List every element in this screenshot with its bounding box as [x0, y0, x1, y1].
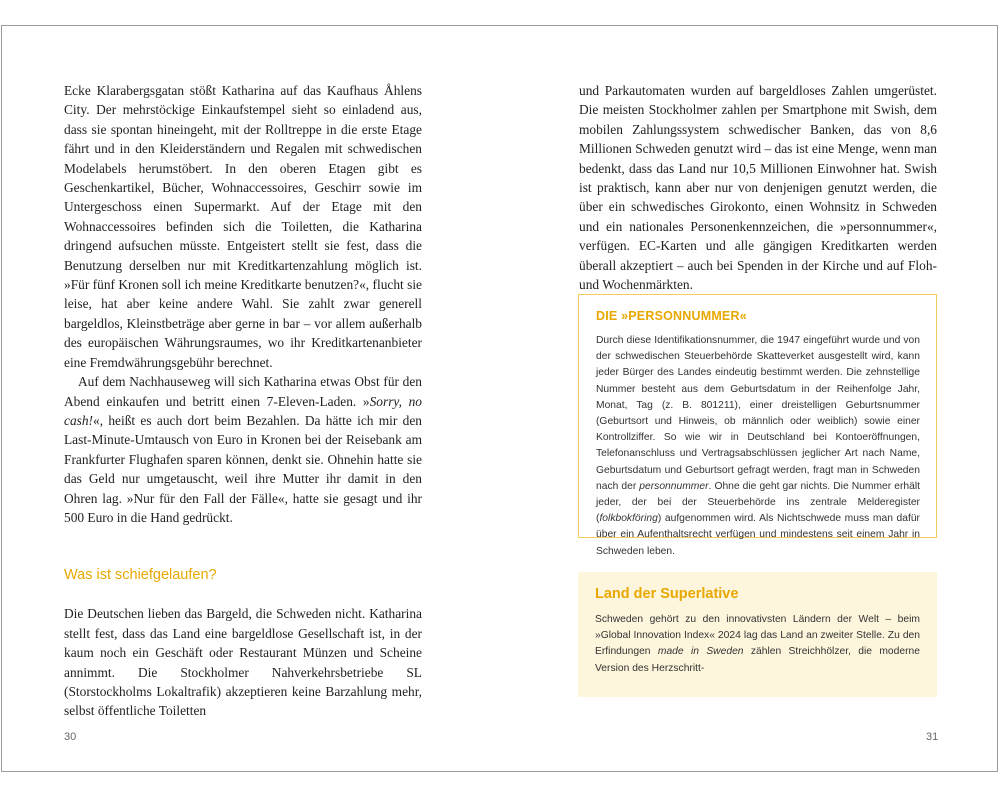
- body-paragraph: und Parkautomaten wurden auf bargeldloses Zahlen umgerüstet. Die meisten Stockholmer zahlen per Smartphone mit Swish, dem mobilen Zahlungssystem schwedischer Banken, das von 8,6 Millionen Schweden genutzt wird – das ist eine Menge, wenn man bedenkt, dass das Land nur 10,5 Millionen Einwohner hat. Swish ist praktisch, kann aber nur von denjenigen genutzt werden, die über ein schwedisches Girokonto, einen Wohnsitz in Schweden und ein nationales Personenkennzeichen, die »personnummer«, verfügen. EC-Karten und alle gängigen Kreditkarten werden überall akzeptiert – auch bei Spenden in der Kirche und auf Floh- und Wochenmärkten.: [579, 83, 937, 293]
- section-heading: Was ist schiefgelaufen?: [64, 567, 217, 584]
- paragraph-text: «, heißt es auch dort beim Bezahlen. Da hätte ich mir den Last-Minute-Umtausch von Euro in Kronen bei der Reisebank am Frankfurter Flughafen sparen können, denkt sie. Ohnehin hatte sie das Geld nur umgetauscht, weil ihre Mutter ihr damit in den Ohren lag. »Nur für den Fall der Fälle«, hatte sie gesagt und ihr 500 Euro in die Hand gedrückt.: [64, 412, 422, 525]
- info-italic-text: personnummer: [639, 480, 709, 492]
- body-paragraph: [64, 372, 422, 527]
- info-box-text: [596, 333, 920, 560]
- left-text-column: [64, 81, 422, 721]
- info-italic-text: made in Sweden: [657, 646, 744, 658]
- book-spread: [1, 25, 998, 772]
- info-text: . Ohne die geht gar nichts. Die Nummer erhält jeder, der bei der Steuerbehörde ins zentrale Melderegister (: [596, 480, 920, 525]
- paragraph-text: Auf dem Nachhauseweg will sich Katharina etwas Obst für den Abend einkaufen und betritt einen 7-Eleven-Laden. »: [64, 374, 422, 409]
- page-number: 30: [64, 731, 77, 743]
- info-text: zählen Streichhölzer, die moderne Version des Herzschritt-: [595, 646, 920, 674]
- info-text: ) aufgenommen wird. Als Nichtschwede muss man dafür über ein Aufenthaltsrecht verfügen und mindestens seit einem Jahr in Schweden leben.: [596, 513, 920, 557]
- page-number: 31: [926, 731, 939, 743]
- info-box-personnummer: [578, 294, 937, 557]
- info-italic-text: folkbokföring: [599, 513, 658, 525]
- body-paragraph: Ecke Klarabergsgatan stößt Katharina auf das Kaufhaus Åhlens City. Der mehrstöckige Einkaufstempel sieht so einladend aus, dass sie spontan hineingeht, mit der Rolltreppe in die erste Etage fährt und in den Kleiderständern und Regalen mit schwedischen Modelabels herumstöbert. In den oberen Etagen gibt es Geschenkartikel, Bücher, Wohnaccessoires, Geschirr sowie im Untergeschoss einen Supermarkt. Auf der Etage mit den Wohnaccessoires befinden sich die Toiletten, die Katharina dringend aufsuchen müsste. Entgeistert stellt sie fest, dass die Benutzung derselben nur mit Kreditkartenzahlung möglich ist. »Für fünf Kronen soll ich meine Kreditkarte benutzen?«, flucht sie leise, hat aber keine andere Wahl. Sie zahlt zwar generell bargeldlos, Kleinstbeträge aber gerne in bar – vor allem außerhalb des europäischen Währungsraumes, wo ihr Kreditkartenanbieter eine Fremdwährungsgebühr berechnet.: [64, 83, 422, 370]
- info-box-title: DIE »PERSONNUMMER«: [596, 309, 747, 323]
- paragraph-italic-text: Sorry, no cash!: [64, 393, 422, 428]
- info-box-superlative: [578, 572, 937, 697]
- info-box-text: [595, 612, 920, 677]
- info-text: Durch diese Identifikationsnummer, die 1947 eingeführt wurde und von der schwedischen Steuerbehörde Skatteverket ausgestellt wird, kann jeder Bürger des Landes eindeutig bestimmt werden. Die zehnstellige Nummer besteht aus dem Geburtsdatum in der Reihenfolge Jahr, Monat, Tag (z. B. 801211), einer dreistelligen Geburtsnummer (Geburtsort und Hinweis, ob männlich oder weiblich) sowie einer Kontrollziffer. So wie wir in Deutschland bei Kontoeröffnungen, Telefonanschluss und Vertragsabschlüssen jeglicher Art nach Name, Geburtsdatum und Geburtsort gefragt werden, fragt man in Schweden nach der: [596, 335, 920, 492]
- right-text-column: [579, 81, 937, 294]
- info-text: Schweden gehört zu den innovativsten Ländern der Welt – beim »Global Innovation Index« 2024 lag das Land an zweiter Stelle. Zu den Erfindungen: [595, 614, 920, 658]
- info-box-title: Land der Superlative: [595, 586, 739, 602]
- body-paragraph: Die Deutschen lieben das Bargeld, die Schweden nicht. Katharina stellt fest, dass das Land eine bargeldlose Gesellschaft ist, in der kaum noch ein Geschäft oder Restaurant Münzen und Scheine annimmt. Die Stockholmer Nahverkehrsbetriebe SL (Storstockholms Lokaltrafik) akzeptieren keine Barzahlung mehr, selbst öffentliche Toiletten: [64, 606, 422, 719]
